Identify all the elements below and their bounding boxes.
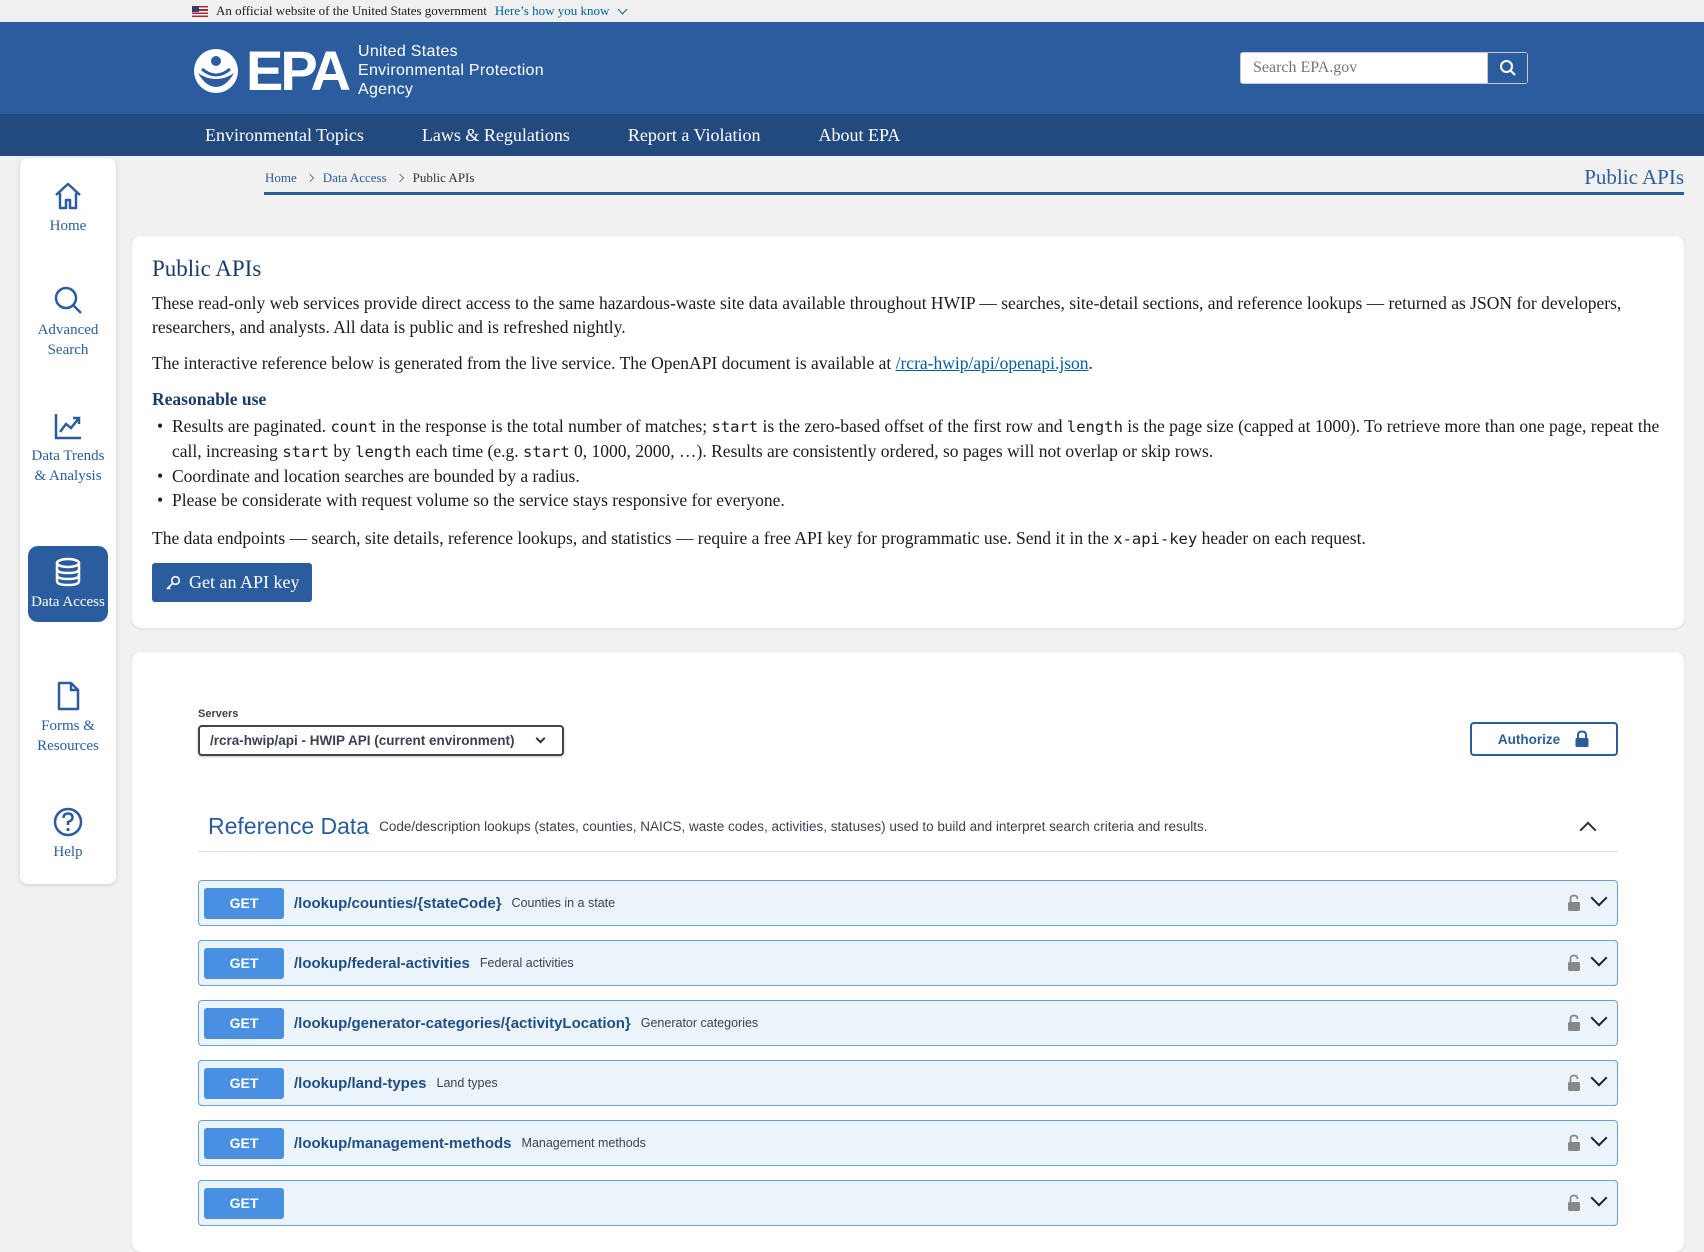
para3-prefix: The data endpoints — search, site details, reference lookups, and statistics — require a free API key for programmatic use. Send it in the: [152, 528, 1114, 548]
nav-laws-regulations[interactable]: Laws & Regulations: [421, 124, 570, 145]
operation-summary: Land types: [436, 1076, 498, 1090]
text: Results are paginated.: [172, 416, 331, 436]
lock-icon[interactable]: [1567, 1014, 1581, 1032]
http-method-badge: GET: [204, 1008, 284, 1039]
get-api-key-label: Get an API key: [189, 572, 300, 592]
operation-get-counties[interactable]: [198, 880, 1618, 926]
search-button[interactable]: [1487, 53, 1527, 83]
site-search: [1240, 52, 1528, 84]
chevron-down-icon[interactable]: [1591, 1190, 1608, 1207]
heres-how-you-know-link[interactable]: [495, 3, 626, 19]
breadcrumb-home[interactable]: Home: [265, 170, 297, 185]
breadcrumb: [265, 170, 474, 186]
intro-title: Public APIs: [152, 256, 262, 281]
heading-divider: [264, 192, 1684, 195]
http-method-badge: GET: [204, 888, 284, 919]
chevron-down-icon[interactable]: [1591, 950, 1608, 967]
http-method-badge: GET: [204, 1188, 284, 1219]
key-icon: [165, 575, 181, 591]
text: is the page size (capped at 1000). To retrieve more than one page, repeat the call, increasing: [172, 416, 1660, 461]
swagger-ui: [132, 652, 1684, 1252]
text: in the response is the total number of matches;: [377, 416, 712, 436]
epa-seal-icon: [192, 47, 240, 95]
server-selected-value: /rcra-hwip/api - HWIP API (current environment): [210, 733, 515, 748]
operation-path: /lookup/land-types: [294, 1074, 427, 1092]
chevron-right-icon: [306, 174, 314, 182]
us-flag-icon: [192, 6, 208, 17]
code-x-api-key: x-api-key: [1113, 530, 1198, 548]
chart-icon: [52, 410, 84, 442]
home-icon: [52, 180, 84, 212]
para2-suffix: .: [1088, 353, 1093, 373]
search-icon: [52, 284, 84, 316]
search-input[interactable]: [1241, 53, 1487, 83]
chevron-down-icon[interactable]: [1591, 1010, 1608, 1027]
search-icon: [1499, 59, 1517, 77]
para2-prefix: The interactive reference below is generated from the live service. The OpenAPI document is available at: [152, 353, 896, 373]
database-icon: [52, 556, 84, 588]
lock-icon[interactable]: [1567, 1194, 1581, 1212]
epa-logo[interactable]: [192, 38, 544, 102]
lock-icon[interactable]: [1567, 1074, 1581, 1092]
breadcrumb-current: Public APIs: [412, 170, 475, 185]
get-api-key-button[interactable]: [152, 563, 312, 602]
operation-summary: Federal activities: [479, 956, 574, 970]
list-item: • Coordinate and location searches are bounded by a radius.: [152, 464, 1664, 488]
epa-wordmark: EPA: [246, 38, 348, 102]
operation-summary: Counties in a state: [511, 896, 616, 910]
agency-name: [358, 42, 544, 99]
code-length: length: [355, 443, 412, 461]
gov-banner: [0, 0, 1704, 22]
agency-line-1: United States: [358, 43, 458, 60]
code-start: start: [711, 418, 759, 436]
operation-summary: Management methods: [521, 1136, 646, 1150]
http-method-badge: GET: [204, 1068, 284, 1099]
side-item-label: Home: [49, 218, 87, 234]
operation-get-land-types[interactable]: [198, 1060, 1618, 1106]
chevron-down-icon: [618, 4, 628, 14]
reasonable-use-heading: Reasonable use: [152, 389, 267, 409]
openapi-doc-link[interactable]: /rcra-hwip/api/openapi.json: [895, 353, 1089, 373]
lock-icon[interactable]: [1567, 954, 1581, 972]
chevron-down-icon: [536, 734, 546, 744]
operation-get-partial[interactable]: [198, 1180, 1618, 1226]
side-item-home[interactable]: [28, 174, 108, 242]
authorize-label: Authorize: [1497, 731, 1561, 747]
operation-get-federal-activities[interactable]: [198, 940, 1618, 986]
text: 0, 1000, 2000, …). Results are consistently ordered, so pages will not overlap or skip rows.: [569, 441, 1214, 461]
heres-how-you-know-label: Here’s how you know: [494, 3, 610, 18]
gov-banner-text: An official website of the United States government: [216, 3, 487, 18]
nav-report-violation[interactable]: Report a Violation: [627, 124, 761, 145]
agency-line-2: Environmental Protection: [358, 62, 544, 79]
side-item-label: Help: [53, 844, 83, 860]
list-item: • Please be considerate with request volume so the service stays responsive for everyone.: [152, 488, 1664, 512]
servers-label: Servers: [198, 708, 239, 720]
chevron-right-icon: [395, 174, 403, 182]
list-item: [152, 414, 1664, 464]
servers-select[interactable]: [198, 725, 564, 756]
intro-card: [132, 236, 1684, 628]
authorize-button[interactable]: [1470, 722, 1618, 756]
site-header: [0, 22, 1704, 114]
operation-path: /lookup/management-methods: [294, 1134, 512, 1152]
chevron-down-icon[interactable]: [1591, 1070, 1608, 1087]
text: by: [328, 441, 356, 461]
tag-reference-data[interactable]: [198, 802, 1618, 852]
http-method-badge: GET: [204, 1128, 284, 1159]
operation-summary: Generator categories: [640, 1016, 759, 1030]
code-start: start: [282, 443, 329, 461]
side-item-label: Data Trends & Analysis: [31, 448, 105, 484]
page-heading: Public APIs: [1584, 165, 1684, 189]
nav-about-epa[interactable]: About EPA: [818, 124, 901, 145]
side-item-advanced-search[interactable]: [28, 278, 108, 366]
side-item-label: Data Access: [31, 594, 105, 610]
reasonable-use-list: [152, 414, 1664, 512]
side-item-forms-resources[interactable]: [28, 674, 108, 762]
chevron-up-icon[interactable]: [1580, 822, 1597, 839]
lock-icon[interactable]: [1567, 894, 1581, 912]
side-item-help[interactable]: [28, 800, 108, 868]
operation-path: /lookup/generator-categories/{activityLocation}: [294, 1014, 631, 1032]
intro-paragraph-1: These read-only web services provide direct access to the same hazardous-waste site data available throughout HWIP — searches, site-detail sections, and reference lookups — returned as JSON for developers, researchers, and analysts. All data is public and is refreshed nightly.: [152, 293, 1622, 337]
agency-line-3: Agency: [358, 81, 414, 98]
intro-paragraph-2: [152, 351, 1664, 375]
operation-get-generator-categories[interactable]: [198, 1000, 1618, 1046]
help-icon: [52, 806, 84, 838]
chevron-down-icon[interactable]: [1591, 890, 1608, 907]
lock-icon[interactable]: [1567, 1134, 1581, 1152]
http-method-badge: GET: [204, 948, 284, 979]
code-start: start: [523, 443, 570, 461]
side-item-label: Forms & Resources: [37, 718, 99, 754]
operation-path: /lookup/counties/{stateCode}: [294, 894, 502, 912]
chevron-down-icon[interactable]: [1591, 1130, 1608, 1147]
text: each time (e.g.: [411, 441, 523, 461]
intro-paragraph-3: [152, 526, 1664, 551]
operation-get-management-methods[interactable]: [198, 1120, 1618, 1166]
code-length: length: [1066, 418, 1123, 436]
breadcrumb-data-access[interactable]: Data Access: [322, 170, 387, 185]
side-nav: [20, 158, 116, 884]
para3-suffix: header on each request.: [1197, 528, 1366, 548]
text: is the zero-based offset of the first row and: [758, 416, 1067, 436]
document-icon: [52, 680, 84, 712]
tag-description: Code/description lookups (states, counties, NAICS, waste codes, activities, statuses) used to build and interpret search criteria and results.: [379, 819, 1208, 834]
side-item-data-trends[interactable]: [28, 404, 108, 492]
lock-icon: [1574, 730, 1590, 748]
operation-path: /lookup/federal-activities: [294, 954, 470, 972]
side-item-label: Advanced Search: [37, 322, 99, 358]
tag-title: Reference Data: [208, 813, 370, 839]
code-count: count: [330, 418, 378, 436]
nav-environmental-topics[interactable]: Environmental Topics: [205, 124, 364, 145]
main-nav: [0, 114, 1704, 156]
side-item-data-access[interactable]: [28, 546, 108, 622]
